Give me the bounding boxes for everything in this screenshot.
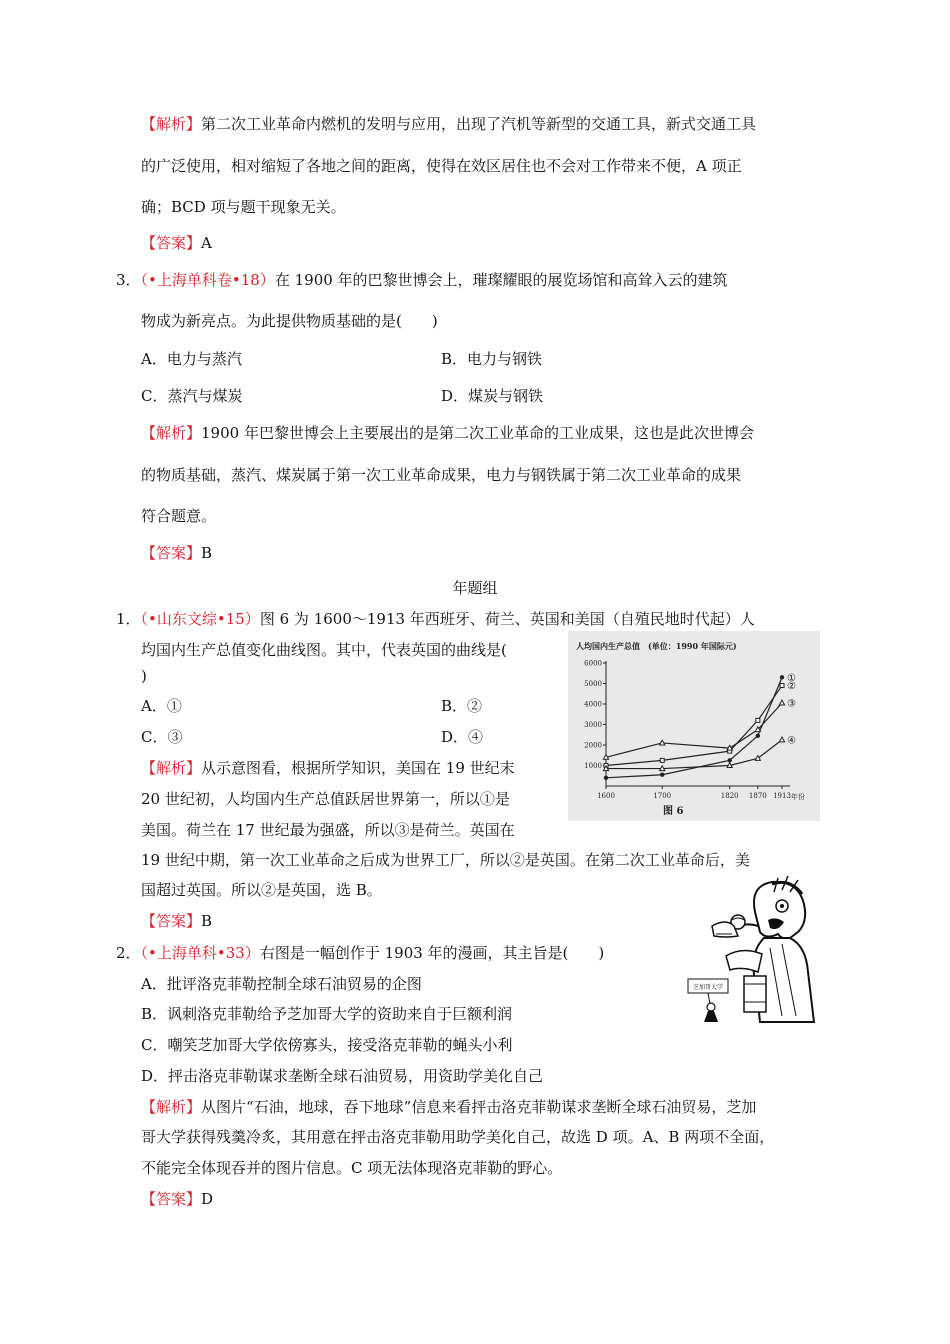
series-label: ② [787, 681, 796, 693]
y-tick-label: 5000 [584, 680, 602, 688]
explanation-line: 19 世纪中期，第一次工业革命之后成为世界工厂，所以②是英国。在第二次工业革命后，美 [141, 851, 750, 869]
explanation-line: 哥大学获得残羹冷炙，其用意在抨击洛克菲勒用助学美化自己，故选 D 项。A、B 两项不全面， [141, 1128, 775, 1146]
option-c: C．嘲笑芝加哥大学依傍寡头，接受洛克菲勒的蝇头小利 [141, 1036, 513, 1054]
x-tick-label: 1820 [720, 792, 739, 800]
x-tick-label: 1870 [748, 792, 767, 800]
y-tick-label: 6000 [584, 659, 602, 668]
question-3-line: 3．（•上海单科卷•18）在 1900 年的巴黎世博会上，璀璨耀眼的展览场馆和高耸入云的建筑 [116, 271, 728, 289]
x-axis-label: 年份 [791, 793, 805, 801]
question-source: （•上海单科卷•18） [140, 271, 275, 289]
explanation-line: 国超过英国。所以②是英国，选 B。 [141, 881, 382, 899]
option-d: D．④ [441, 728, 484, 746]
answer-line [141, 543, 212, 563]
answer-tag: 【答案】 [141, 912, 202, 930]
series-label: ④ [787, 735, 796, 747]
chart-heading: 人均国内生产总值 (单位：1990 年国际元) [576, 641, 737, 651]
question-2-line: 2．（•上海单科•33）右图是一幅创作于 1903 年的漫画，其主旨是( ) [116, 944, 605, 962]
question-3-line: 物成为新亮点。为此提供物质基础的是( ) [141, 312, 438, 330]
data-point [756, 734, 760, 738]
option-b: B．② [441, 697, 483, 715]
x-tick-labels [597, 786, 791, 800]
option-c: C．蒸汽与煤炭 [141, 387, 243, 405]
explanation-line: 的物质基础，蒸汽、煤炭属于第一次工业革命成果，电力与钢铁属于第二次工业革命的成果 [141, 466, 742, 484]
series-line [606, 740, 782, 769]
series-lines [603, 673, 796, 780]
question-number: 3． [116, 271, 141, 289]
answer-line [141, 1189, 213, 1209]
question-source: （•山东文综•15） [140, 610, 260, 628]
y-tick-label: 4000 [584, 700, 602, 709]
data-point [780, 675, 784, 679]
data-point [727, 745, 732, 750]
data-point [780, 684, 784, 688]
cartoon-drawing [686, 876, 822, 1024]
answer-line [141, 233, 212, 253]
explanation-line: 【解析】1900 年巴黎世博会上主要展出的是第二次工业革命的工业成果，这也是此次世博会 [141, 424, 754, 442]
option-a: A．① [141, 697, 182, 715]
answer-value: B [201, 912, 213, 930]
x-tick-label: 1913 [773, 792, 791, 800]
question-1-line: 均国内生产总值变化曲线图。其中，代表英国的曲线是( [141, 641, 507, 659]
option-b: B．讽刺洛克菲勒给予芝加哥大学的资助来自于巨额利润 [141, 1005, 513, 1023]
figure-caption: 图 6 [663, 806, 684, 817]
explanation-line: 【解析】从示意图看，根据所学知识，美国在 19 世纪末 [141, 759, 515, 777]
explanation-line: 不能完全体现吞并的图片信息。C 项无法体现洛克菲勒的野心。 [141, 1159, 563, 1177]
explanation-line: 确；BCD 项与题干现象无关。 [141, 198, 346, 216]
explanation-tag: 【解析】 [141, 424, 202, 442]
series-line [606, 686, 782, 766]
series-label: ① [787, 672, 796, 684]
question-1-line: ) [141, 667, 147, 685]
x-tick-label: 1700 [653, 792, 672, 800]
option-a: A．批评洛克菲勒控制全球石油贸易的企图 [141, 975, 422, 993]
data-point [660, 740, 665, 745]
explanation-line: 【解析】第二次工业革命内燃机的发明与应用，出现了汽机等新型的交通工具，新式交通工具 [141, 115, 757, 133]
data-point [727, 763, 732, 768]
data-point [660, 766, 665, 771]
gdp-chart-figure [568, 631, 820, 821]
question-source: （•上海单科•33） [140, 944, 260, 962]
section-title: 年题组 [452, 579, 498, 597]
data-point [660, 758, 664, 762]
option-d: D．抨击洛克菲勒谋求垄断全球石油贸易，用资助学美化自己 [141, 1067, 544, 1085]
rockefeller-cartoon [686, 876, 822, 1024]
answer-tag: 【答案】 [141, 234, 202, 252]
explanation-line: 的广泛使用，相对缩短了各地之间的距离，使得在效区居住也不会对工作带来不便，A 项正 [141, 157, 742, 175]
option-c: C．③ [141, 728, 183, 746]
explanation-tag: 【解析】 [141, 1098, 202, 1116]
data-point [779, 737, 784, 742]
series-label: ③ [787, 698, 796, 710]
explanation-tag: 【解析】 [141, 115, 202, 133]
answer-value: B [201, 544, 213, 562]
explanation-tag: 【解析】 [141, 759, 202, 777]
answer-line [141, 911, 212, 931]
answer-tag: 【答案】 [141, 544, 202, 562]
answer-value: D [201, 1190, 214, 1208]
data-point [756, 718, 760, 722]
option-b: B．电力与钢铁 [441, 350, 543, 368]
answer-value: A [201, 234, 212, 252]
data-point [604, 776, 608, 780]
question-number: 1． [116, 610, 141, 628]
cartoon-sign-text: 芝加哥大学 [692, 984, 724, 991]
option-a: A．电力与蒸汽 [141, 350, 242, 368]
explanation-line: 20 世纪初，人均国内生产总值跃居世界第一，所以①是 [141, 790, 510, 808]
explanation-line: 【解析】从图片“石油，地球，吞下地球”信息来看抨击洛克菲勒谋求垄断全球石油贸易，芝加 [141, 1098, 757, 1116]
question-1-line: 1．（•山东文综•15）图 6 为 1600～1913 年西班牙、荷兰、英国和美国（自殖民地时代起）人 [116, 610, 755, 628]
y-tick-label: 2000 [584, 741, 602, 750]
explanation-line: 符合题意。 [141, 507, 217, 525]
y-tick-label: 3000 [584, 721, 602, 729]
data-point [779, 700, 784, 705]
data-point [660, 773, 664, 777]
x-tick-label: 1600 [597, 792, 615, 800]
explanation-line: 美国。荷兰在 17 世纪最为强盛，所以③是荷兰。英国在 [141, 821, 515, 839]
y-tick-labels [584, 660, 606, 771]
answer-tag: 【答案】 [141, 1190, 202, 1208]
gdp-line-chart [568, 631, 820, 821]
question-number: 2． [116, 944, 141, 962]
data-point [603, 755, 608, 760]
option-d: D．煤炭与钢铁 [441, 387, 544, 405]
y-tick-label: 1000 [584, 762, 602, 770]
